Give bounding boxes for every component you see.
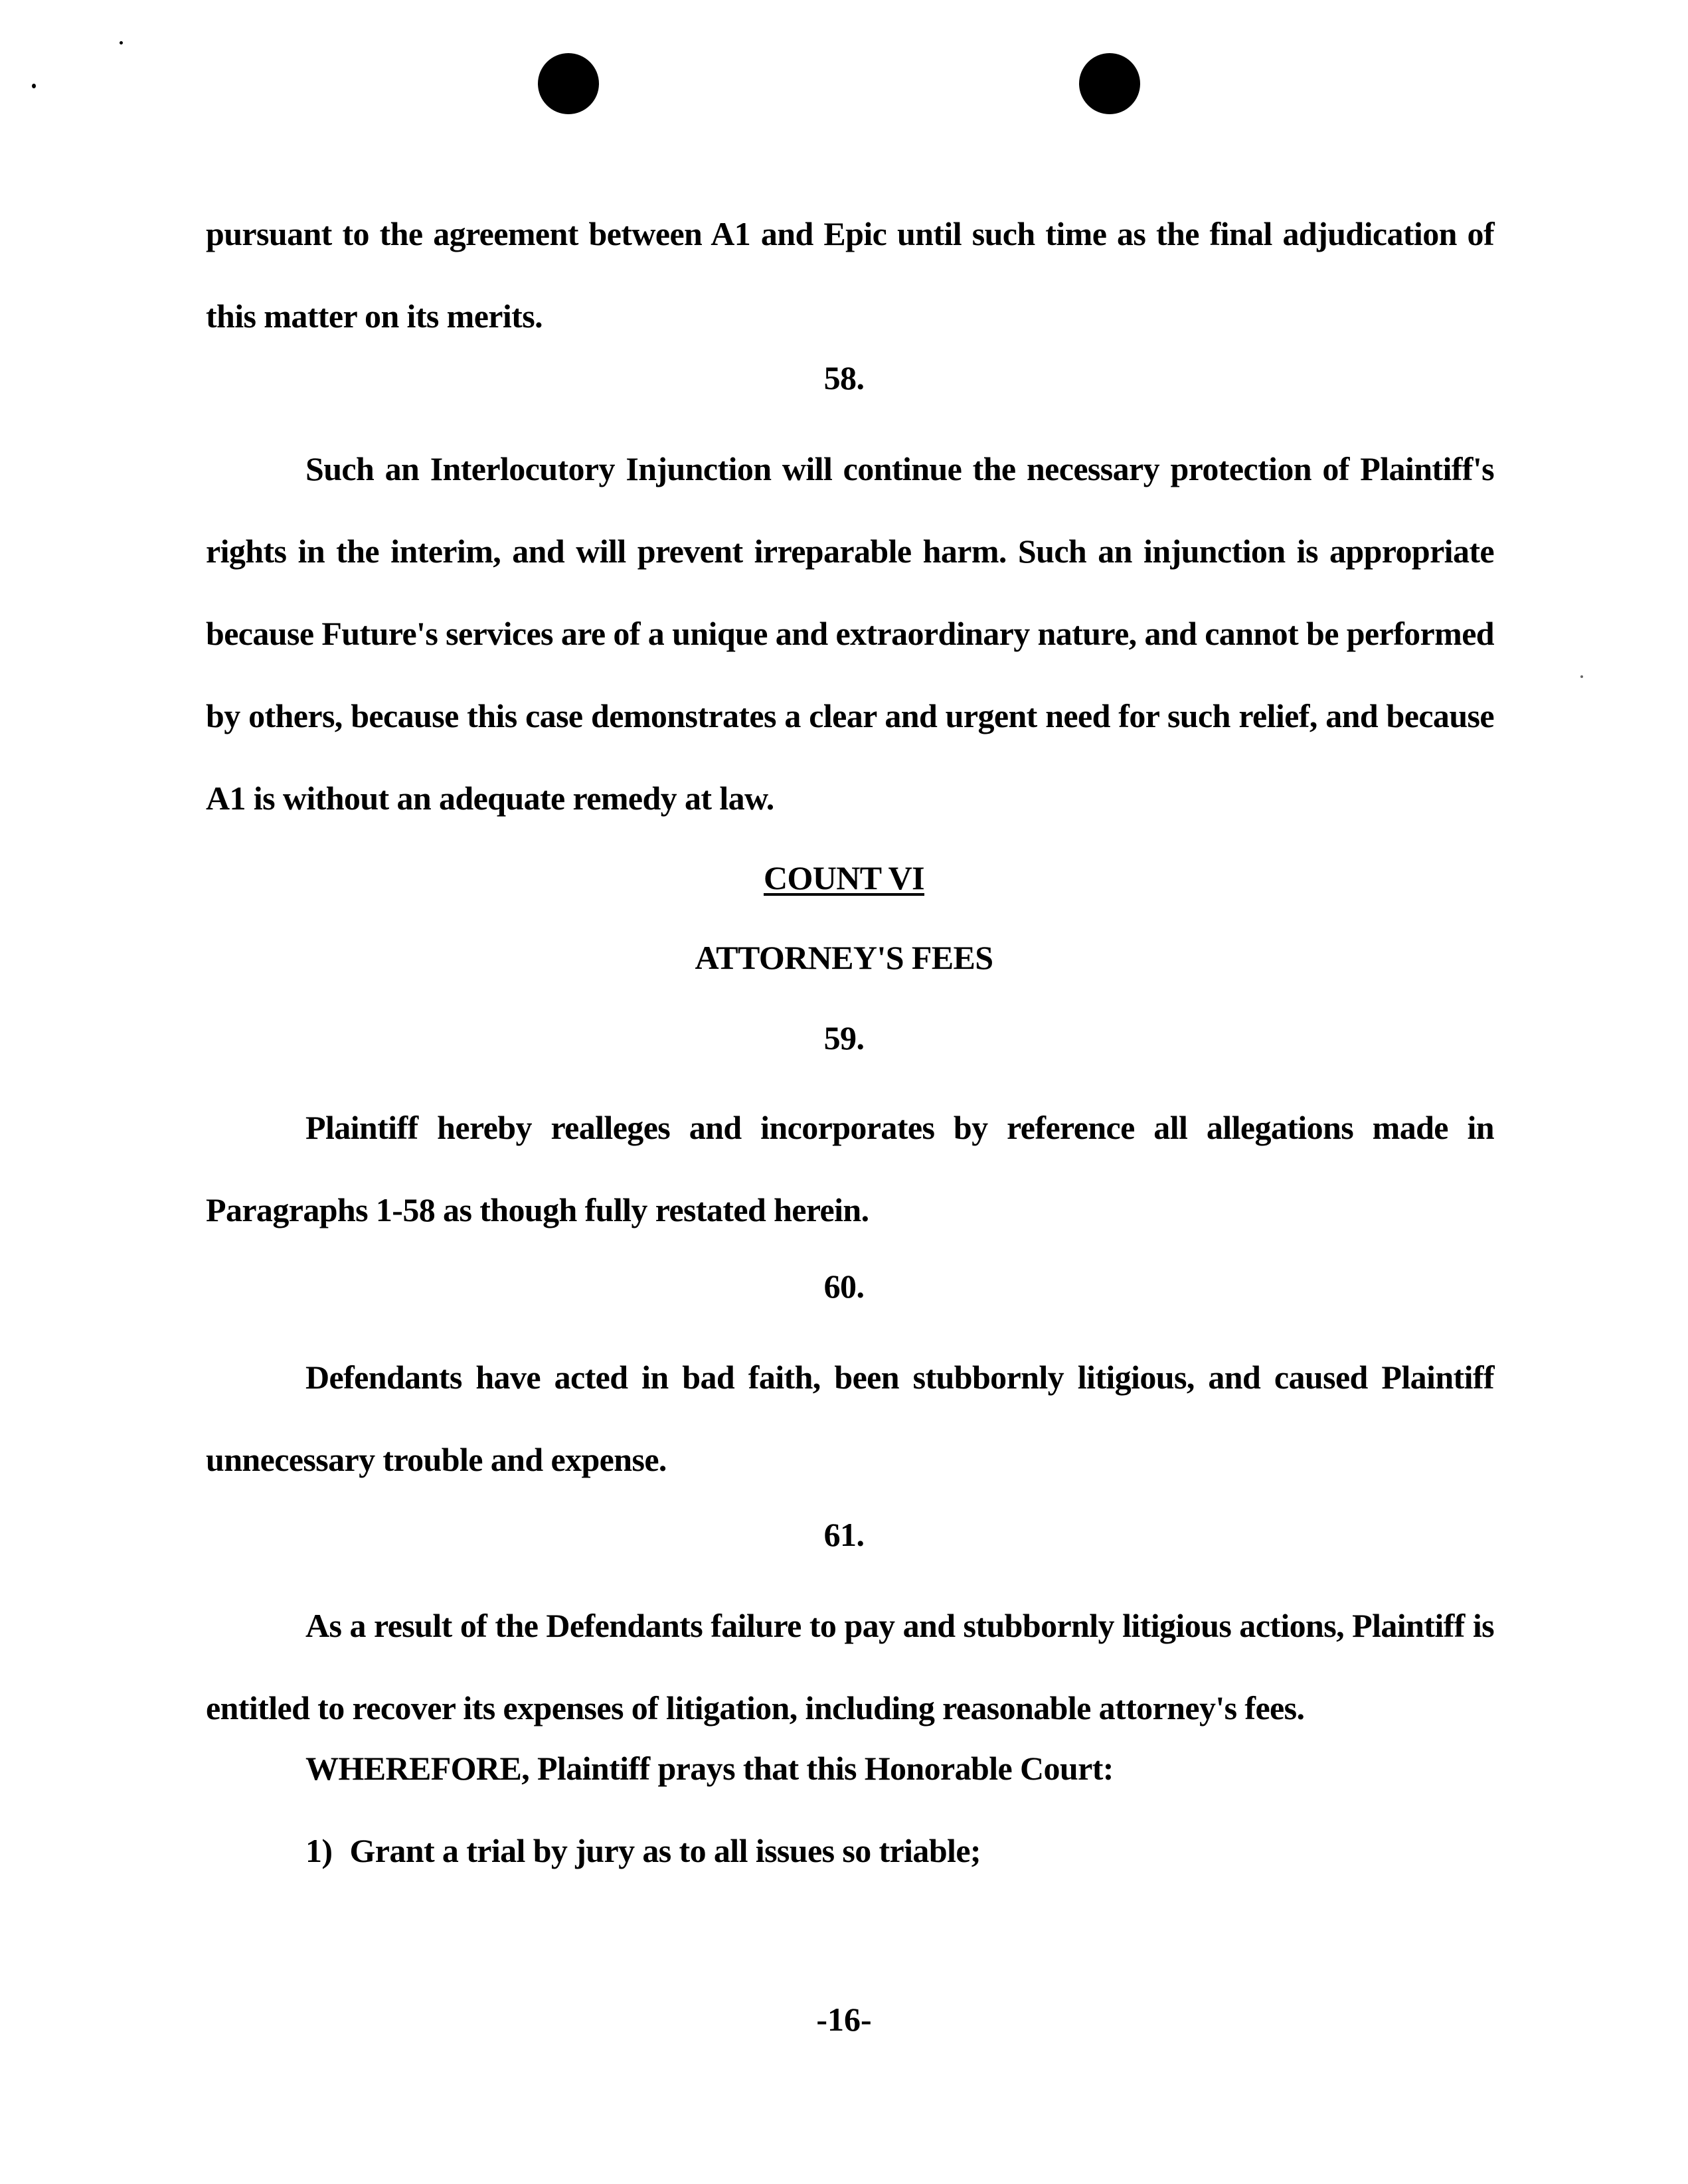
paragraph-58-text: Such an Interlocutory Injunction will continue the necessary protection of Plaintiff's rights in the interim, and will prevent irreparable harm. Such an injunction is appropriate because Future's services are of a unique and extraordinary nature, and cannot be performed by others, because this case demonstrates a clear and urgent need for such relief, and because A1 is without an adequate remedy at law. — [206, 450, 1494, 817]
wherefore-lead: WHEREFORE, — [305, 1750, 530, 1787]
prayer-item-text: Grant a trial by jury as to all issues so triable; — [349, 1832, 981, 1869]
wherefore-text: Plaintiff prays that this Honorable Court: — [529, 1750, 1114, 1787]
page-number: -16- — [816, 2001, 872, 2038]
wherefore-clause — [305, 1749, 1114, 1788]
count-title: ATTORNEY'S FEES — [695, 939, 993, 976]
prayer-item-marker: 1) — [305, 1832, 333, 1869]
count-heading — [0, 859, 1688, 897]
scan-speck — [120, 41, 123, 44]
paragraph-60-text: Defendants have acted in bad faith, been stubbornly litigious, and caused Plaintiff unnecessary trouble and expense. — [206, 1359, 1494, 1478]
paragraph-number-60: 60. — [823, 1268, 865, 1305]
punch-hole-right — [1079, 53, 1140, 114]
scan-speck — [1580, 675, 1583, 678]
count-heading-label: COUNT VI — [763, 859, 925, 896]
paragraph-59-text: Plaintiff hereby realleges and incorporates by reference all allegations made in Paragraphs 1-58 as though fully restated herein. — [206, 1109, 1494, 1228]
paragraph-number-58: 58. — [823, 359, 865, 396]
opening-paragraph: pursuant to the agreement between A1 and Epic until such time as the final adjudication of this matter on its merits. — [206, 215, 1494, 335]
scan-speck — [32, 84, 36, 88]
paragraph-61-text: As a result of the Defendants failure to pay and stubbornly litigious actions, Plaintiff is entitled to recover its expenses of litigation, including reasonable attorney's fees. — [206, 1607, 1494, 1726]
punch-hole-left — [538, 53, 599, 114]
paragraph-number-59: 59. — [823, 1019, 865, 1056]
paragraph-number-61: 61. — [823, 1516, 865, 1553]
prayer-item — [305, 1831, 981, 1870]
